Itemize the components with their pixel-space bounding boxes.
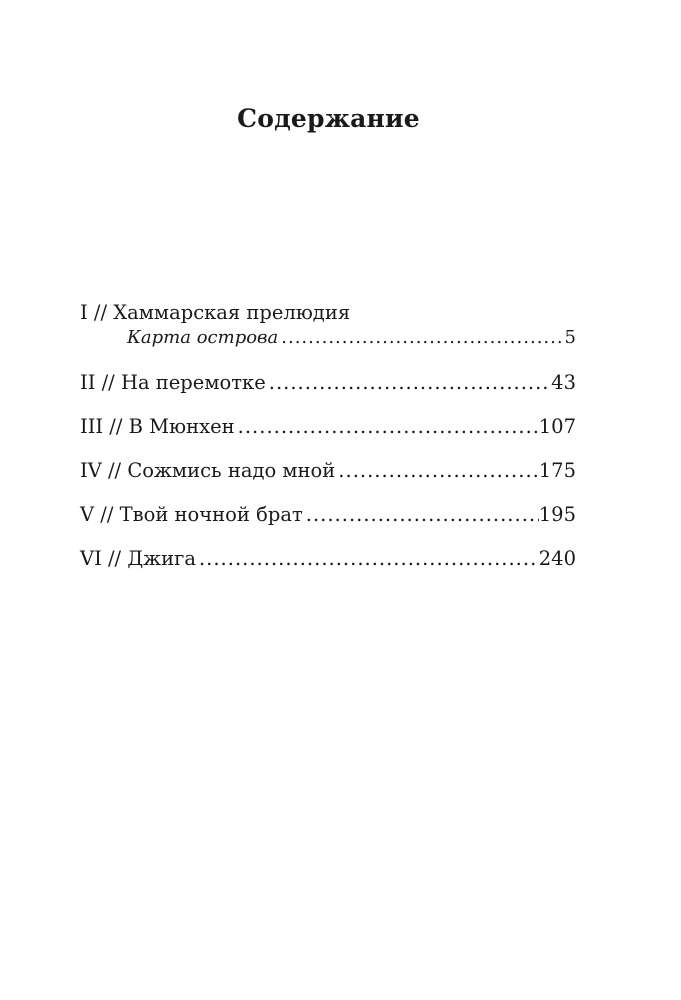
toc-entry-label: III // В Мюнхен bbox=[80, 415, 235, 438]
toc-page-number: 43 bbox=[551, 371, 576, 394]
dot-leader bbox=[266, 371, 551, 394]
toc-sub-entry[interactable] bbox=[80, 327, 576, 352]
toc-entry-label: VI // Джига bbox=[80, 547, 196, 570]
toc-entry-part-1 bbox=[80, 301, 576, 352]
toc-part-heading: I // Хаммарская прелюдия bbox=[80, 301, 351, 324]
toc-page-number: 240 bbox=[538, 547, 576, 570]
dot-leader bbox=[235, 415, 539, 438]
toc-page-number: 195 bbox=[538, 503, 576, 526]
toc-page-number: 107 bbox=[538, 415, 576, 438]
toc-page-number: 175 bbox=[538, 459, 576, 482]
toc-page-number: 5 bbox=[564, 327, 576, 348]
toc-entry-label: V // Твой ночной брат bbox=[80, 503, 303, 526]
toc-entry-label: Карта острова bbox=[127, 327, 279, 348]
page-title: Содержание bbox=[237, 104, 420, 133]
toc-entry-part-3[interactable] bbox=[80, 415, 576, 440]
toc-entry-part-6[interactable] bbox=[80, 547, 576, 572]
toc-entry-part-5[interactable] bbox=[80, 503, 576, 528]
toc-entry-part-2[interactable] bbox=[80, 371, 576, 396]
dot-leader bbox=[335, 459, 538, 482]
toc-entry-label: IV // Сожмись надо мной bbox=[80, 459, 336, 482]
dot-leader bbox=[278, 327, 564, 349]
dot-leader bbox=[196, 547, 539, 570]
table-of-contents bbox=[80, 301, 576, 591]
dot-leader bbox=[303, 503, 539, 526]
toc-entry-part-4[interactable] bbox=[80, 459, 576, 484]
toc-entry-label: II // На перемотке bbox=[80, 371, 266, 394]
